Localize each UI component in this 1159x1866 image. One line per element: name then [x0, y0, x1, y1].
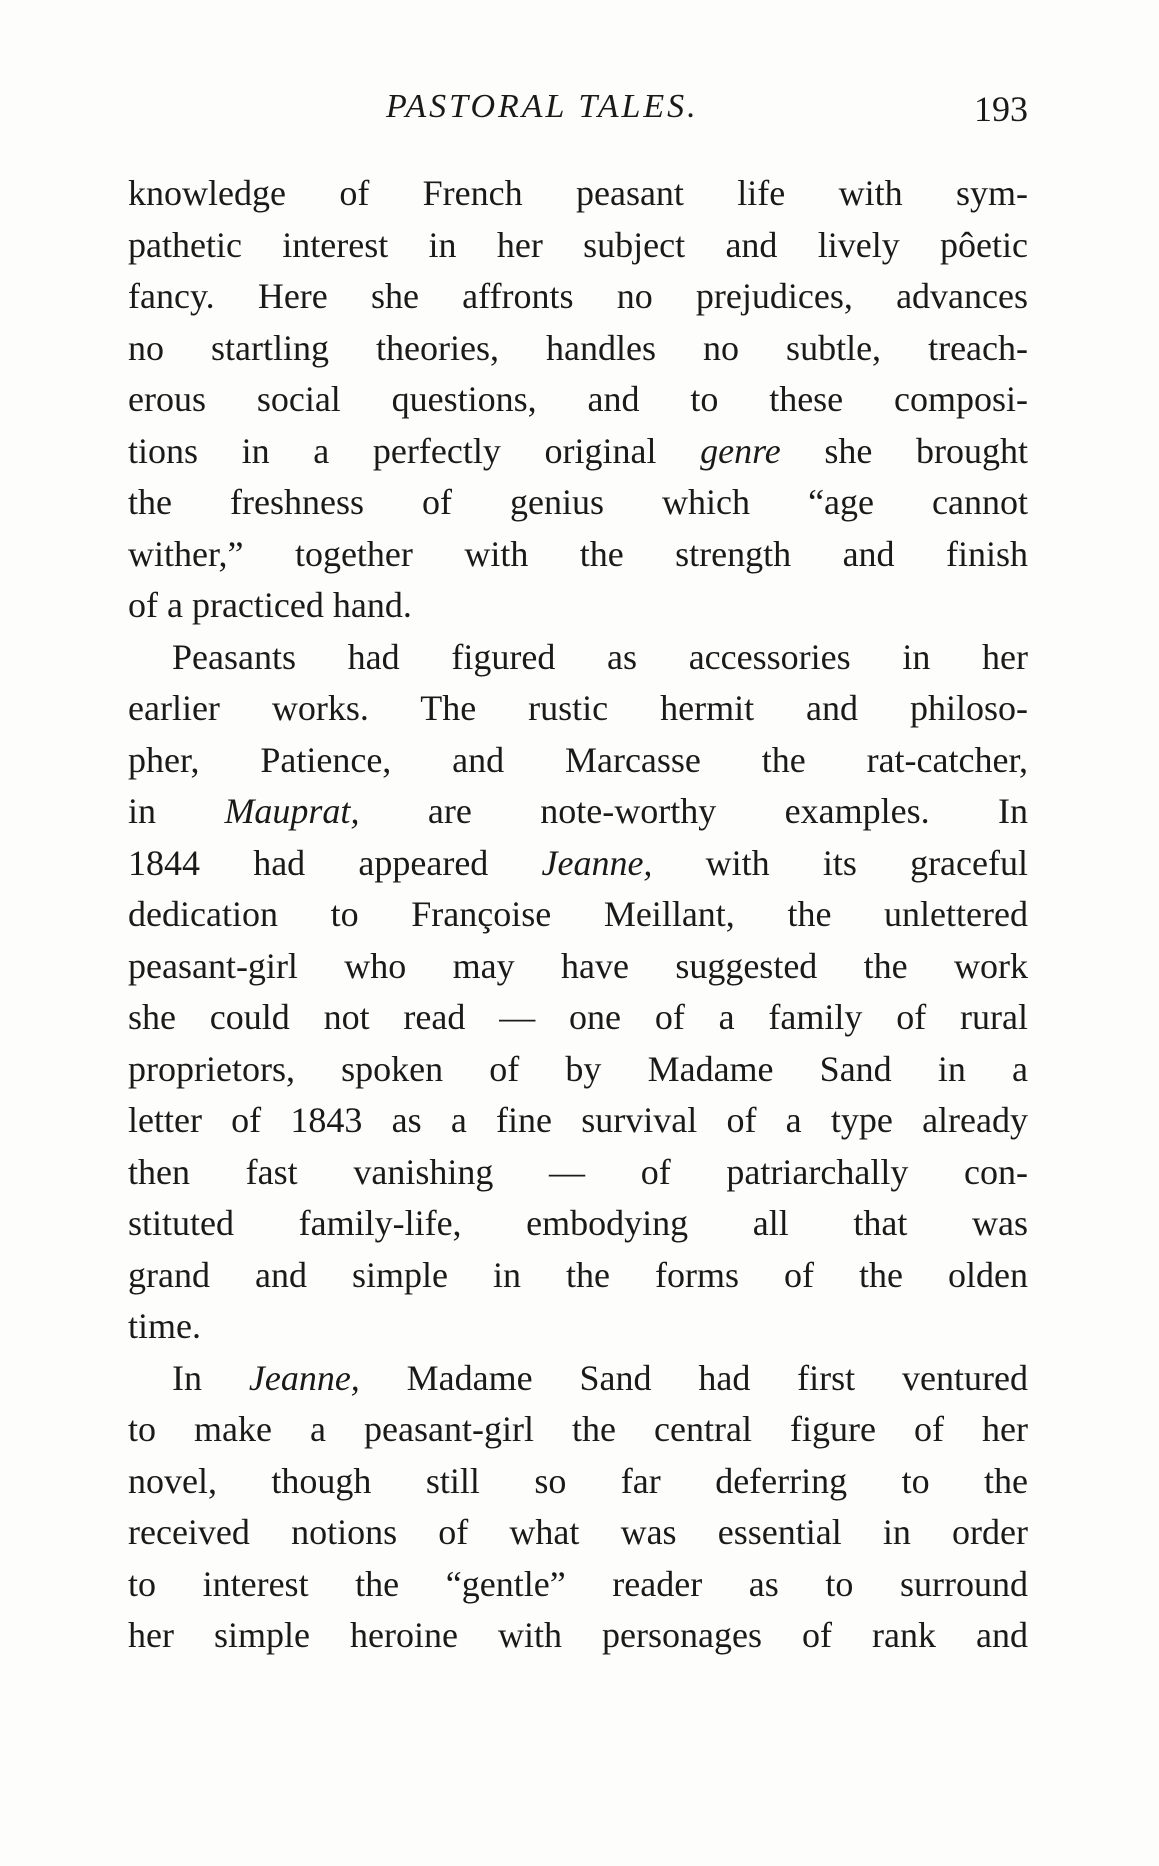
text-line	[128, 786, 1028, 838]
running-head	[128, 88, 1028, 138]
text-line: peasant-girl who may have suggested the work	[128, 945, 1028, 986]
text-run: in	[128, 791, 225, 831]
text-run: with its graceful	[652, 842, 1028, 883]
text-line: of a practiced hand.	[128, 585, 412, 625]
body-text	[128, 168, 1028, 1662]
paragraph-first-line	[128, 1353, 1028, 1405]
text-line: erous social questions, and to these composi-	[128, 379, 1028, 419]
text-line: knowledge of French peasant life with sym-	[128, 173, 1028, 213]
text-line: received notions of what was essential in order	[128, 1512, 1028, 1552]
text-line: dedication to Françoise Meillant, the unlettered	[128, 894, 1028, 934]
text-line: to interest the “gentle” reader as to surround	[128, 1563, 1028, 1604]
text-line: grand and simple in the forms of the olden	[128, 1254, 1028, 1295]
text-line	[128, 838, 1028, 890]
text-line: no startling theories, handles no subtle, treach-	[128, 327, 1028, 368]
page-number: 193	[974, 89, 1028, 129]
text-line: time.	[128, 1306, 201, 1346]
text-line: then fast vanishing — of patriarchally con-	[128, 1151, 1028, 1192]
italic-title: Mauprat,	[224, 791, 360, 831]
running-title: PASTORAL TALES.	[386, 88, 699, 125]
text-run: Madame Sand had first ventured	[359, 1357, 1028, 1398]
italic-title: Jeanne,	[248, 1357, 360, 1398]
text-line: fancy. Here she affronts no prejudices, advances	[128, 276, 1028, 316]
text-line	[128, 426, 1028, 478]
text-line: pher, Patience, and Marcasse the rat-catcher,	[128, 739, 1028, 780]
text-line: wither,” together with the strength and finish	[128, 533, 1028, 574]
text-run: 1844 had appeared	[128, 842, 542, 883]
text-line: letter of 1843 as a fine survival of a type already	[128, 1100, 1028, 1140]
italic-word: genre	[700, 430, 781, 471]
text-line: stituted family-life, embodying all that was	[128, 1203, 1028, 1243]
text-run: she brought	[780, 430, 1028, 471]
italic-title: Jeanne,	[541, 842, 653, 883]
text-line: novel, though still so far deferring to the	[128, 1460, 1028, 1501]
text-run: tions in a perfectly original	[128, 430, 701, 471]
paragraph-first-line: Peasants had figured as accessories in her	[172, 636, 1028, 677]
text-line: pathetic interest in her subject and lively pôetic	[128, 224, 1028, 265]
text-line: earlier works. The rustic hermit and philoso-	[128, 688, 1028, 728]
text-line: to make a peasant-girl the central figure of her	[128, 1409, 1028, 1449]
text-run: are note-worthy examples. In	[359, 791, 1028, 831]
text-line: proprietors, spoken of by Madame Sand in a	[128, 1048, 1028, 1089]
text-run: In	[172, 1357, 249, 1398]
text-line: the freshness of genius which “age cannot	[128, 482, 1028, 522]
text-line: her simple heroine with personages of rank and	[128, 1615, 1028, 1655]
text-line: she could not read — one of a family of rural	[128, 997, 1028, 1037]
